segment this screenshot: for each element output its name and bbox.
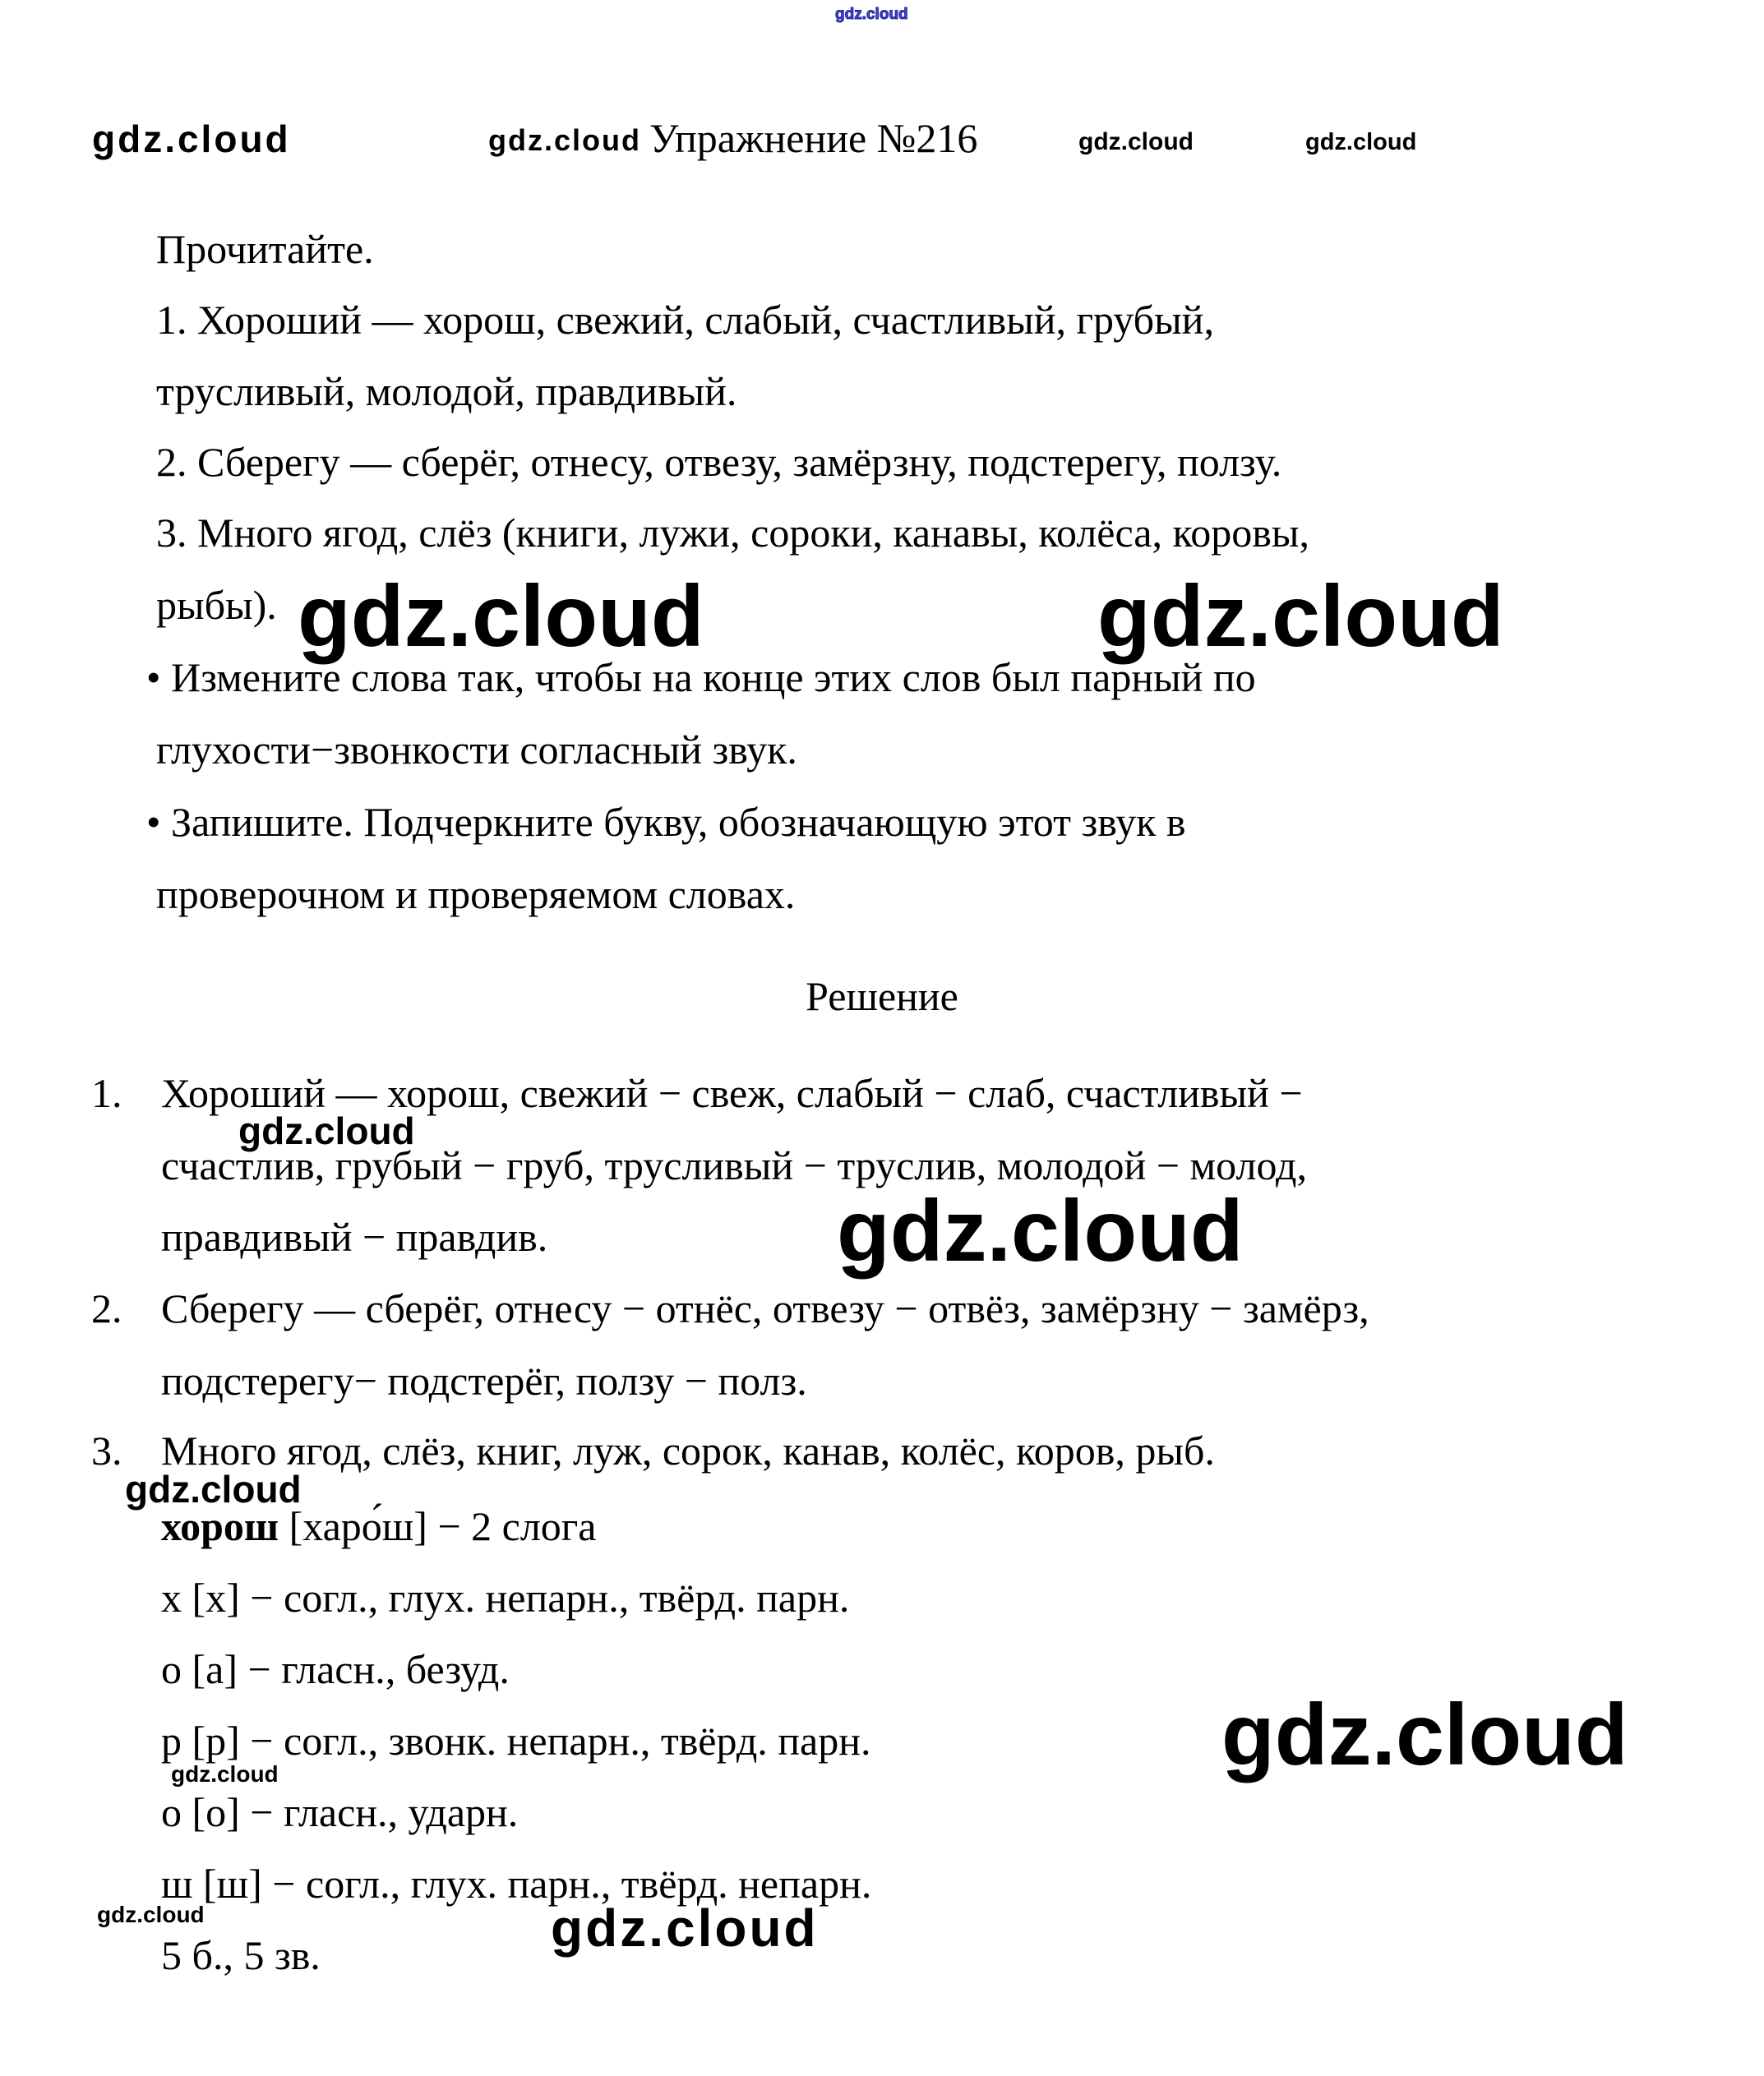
solution-line: подстерегу− подстерёг, ползу − полз.: [161, 1358, 807, 1404]
big-watermark-3: gdz.cloud: [837, 1183, 1244, 1280]
small-watermark-1: gdz.cloud: [238, 1110, 415, 1152]
exercise-line: 3. Много ягод, слёз (книги, лужи, сороки, канавы, колёса, коровы,: [156, 510, 1309, 556]
phonetic-summary: 5 б., 5 зв.: [161, 1932, 321, 1978]
big-watermark-1: gdz.cloud: [298, 568, 704, 665]
phonetic-word-line: [161, 1505, 597, 1548]
phonetic-sound-line: о [а] − гласн., безуд.: [161, 1646, 510, 1692]
phonetic-word-bold: хорош: [161, 1503, 279, 1549]
solution-line: счастлив, грубый − груб, трусливый − труслив, молодой − молод,: [161, 1142, 1307, 1188]
big-watermark-4: gdz.cloud: [1221, 1686, 1628, 1783]
solution-line: правдивый − правдив.: [161, 1214, 548, 1260]
phonetic-sound-line: р [р] − согл., звонк. непарн., твёрд. парн.: [161, 1718, 871, 1764]
exercise-line: рыбы).: [156, 582, 277, 628]
solution-item-number: 3.: [91, 1428, 122, 1474]
solution-line: Сберегу — сберёг, отнесу − отнёс, отвезу − отвёз, замёрзну − замёрз,: [161, 1285, 1369, 1331]
exercise-bullet-line: • Измените слова так, чтобы на конце этих слов был парный по: [146, 654, 1256, 700]
header-watermark-1: gdz.cloud: [92, 118, 291, 160]
small-watermark-3: gdz.cloud: [171, 1761, 279, 1787]
small-watermark-2: gdz.cloud: [125, 1468, 302, 1511]
phonetic-sound-line: х [х] − согл., глух. непарн., твёрд. парн.: [161, 1575, 850, 1621]
solution-line: Хороший — хорош, свежий − свеж, слабый − слаб, счастливый −: [161, 1070, 1303, 1116]
exercise-line: Прочитайте.: [156, 226, 374, 272]
exercise-line: проверочном и проверяемом словах.: [156, 871, 796, 917]
solution-item-number: 1.: [91, 1070, 122, 1116]
big-watermark-2: gdz.cloud: [1097, 568, 1504, 665]
exercise-line: 1. Хороший — хорош, свежий, слабый, счастливый, грубый,: [156, 297, 1214, 343]
phonetic-sound-line: ш [ш] − согл., глух. парн., твёрд. непарн.: [161, 1861, 872, 1907]
tiny-top-watermark: gdz.cloud: [835, 6, 908, 23]
phonetic-sound-line: о [о] − гласн., ударн.: [161, 1789, 519, 1835]
exercise-line: 2. Сберегу — сберёг, отнесу, отвезу, замёрзну, подстерегу, ползу.: [156, 439, 1282, 485]
bottom-watermark: gdz.cloud: [551, 1898, 819, 1958]
header-watermark-4: gdz.cloud: [1305, 129, 1417, 155]
small-watermark-4: gdz.cloud: [97, 1902, 205, 1927]
solution-line: Много ягод, слёз, книг, луж, сорок, канав, колёс, коров, рыб.: [161, 1428, 1215, 1474]
exercise-bullet-line: • Запишите. Подчеркните букву, обозначающую этот звук в: [146, 799, 1186, 845]
page-title: Упражнение №216: [649, 115, 978, 161]
header-watermark-2: gdz.cloud: [488, 123, 641, 157]
exercise-line: трусливый, молодой, правдивый.: [156, 368, 737, 414]
header-watermark-3: gdz.cloud: [1078, 128, 1194, 155]
solution-heading: Решение: [806, 973, 958, 1019]
phonetic-word-rest: [харо́ш] − 2 слога: [279, 1503, 597, 1549]
exercise-line: глухости−звонкости согласный звук.: [156, 727, 797, 773]
solution-item-number: 2.: [91, 1285, 122, 1331]
